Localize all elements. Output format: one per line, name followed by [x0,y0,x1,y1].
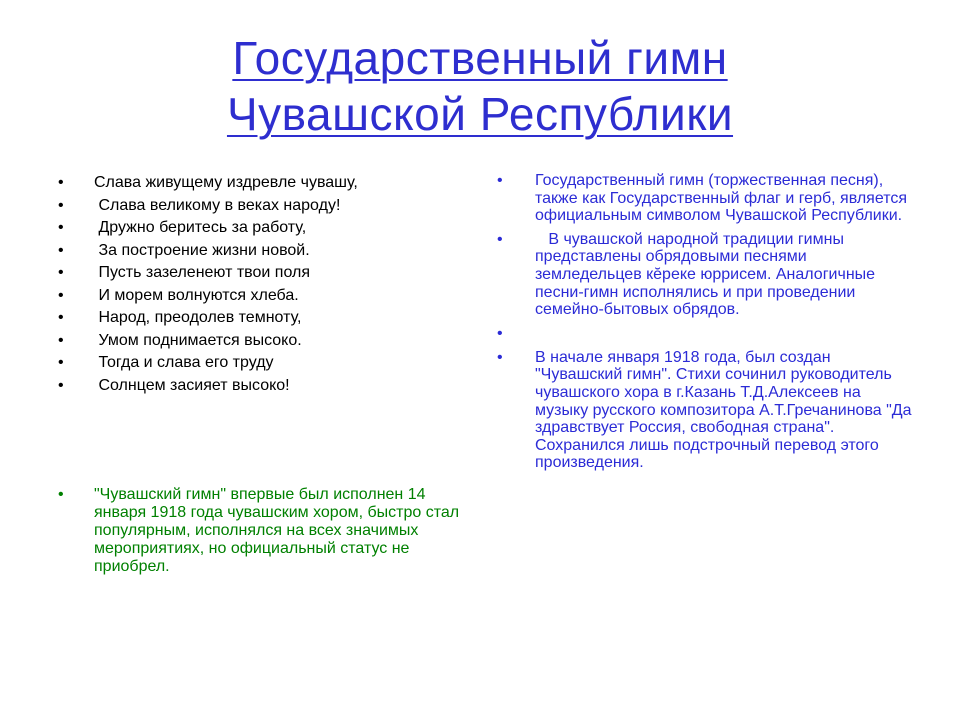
slide-title [0,30,960,142]
lyrics-line [58,240,438,263]
first-performance-note [58,486,468,576]
lyrics-line [58,330,438,353]
info-item [497,231,917,319]
anthem-info-list [497,172,917,478]
bullet-icon: • [58,241,64,259]
lyrics-line [58,375,438,398]
info-text: В начале января 1918 года, был создан "Чувашский гимн". Стихи сочинил руководитель чувашского хора в г.Казань Т.Д.Алексеев на музыку русского композитора А.Т.Гречанинова "Да здравствует Россия, свободная страна". Сохранился лишь подстрочный перевод этого произведения. [535,348,912,472]
note-item [58,486,468,576]
bullet-icon: • [497,324,503,342]
bullet-icon: • [497,230,503,248]
info-item [497,349,917,472]
lyrics-text: Умом поднимается высоко. [94,331,302,349]
bullet-icon: • [58,174,64,191]
bullet-icon: • [58,486,64,503]
lyrics-line [58,285,438,308]
lyrics-text: Народ, преодолев темноту, [94,309,302,326]
anthem-lyrics-list [58,172,438,397]
lyrics-text: И морем волнуются хлеба. [94,286,299,304]
bullet-icon: • [58,219,64,236]
bullet-icon: • [497,348,503,366]
bullet-icon: • [58,264,64,281]
bullet-icon: • [58,331,64,349]
lyrics-line [58,172,438,195]
bullet-icon: • [58,309,64,326]
lyrics-line [58,352,438,375]
bullet-icon: • [497,172,503,189]
lyrics-line [58,195,438,218]
lyrics-text: Дружно беритесь за работу, [94,219,307,236]
info-item-empty [497,325,917,343]
info-item [497,172,917,225]
lyrics-text: Тогда и слава его труду [94,354,274,371]
info-text: Государственный гимн (торжественная песня), также как Государственный флаг и герб, является официальным символом Чувашской Республики. [535,172,908,225]
slide-title-line-2: Чувашской Республики [226,88,734,140]
lyrics-text: Пусть зазеленеют твои поля [94,264,310,281]
note-text: "Чувашский гимн" впервые был исполнен 14 января 1918 года чувашским хором, быстро стал популярным, исполнялся на всех значимых мероприятиях, но официальный статус не приобрел. [94,486,460,575]
lyrics-text: Слава живущему издревле чувашу, [94,174,358,191]
slide-title-line-1: Государственный гимн [232,32,728,84]
bullet-icon: • [58,286,64,304]
lyrics-text: Слава великому в веках народу! [94,196,341,214]
lyrics-line [58,262,438,285]
lyrics-line [58,307,438,330]
lyrics-text: Солнцем засияет высоко! [94,376,290,394]
lyrics-text: За построение жизни новой. [94,241,310,259]
bullet-icon: • [58,196,64,214]
info-text: В чувашской народной традиции гимны представлены обрядовыми песнями земледельцев кĕреке юррисем. Аналогичные песни-гимн исполнялись и при проведении семейно-бытовых обрядов. [535,230,880,319]
lyrics-line [58,217,438,240]
bullet-icon: • [58,376,64,394]
bullet-icon: • [58,354,64,371]
